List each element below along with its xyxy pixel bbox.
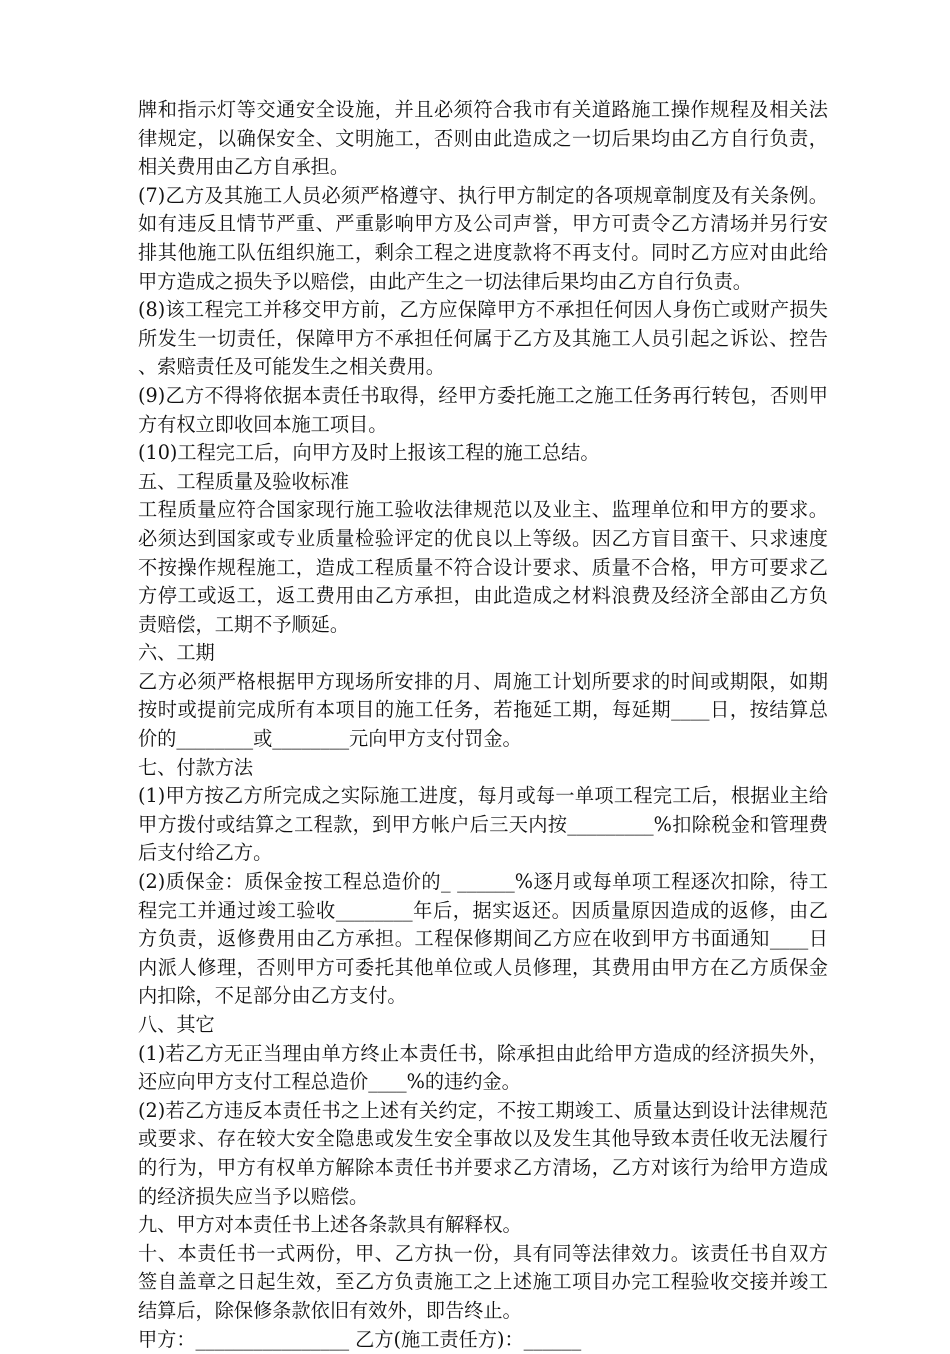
clause-10-summary: (10)工程完工后，向甲方及时上报该工程的施工总结。	[138, 441, 600, 465]
clause-8-liability: (8)该工程完工并移交甲方前，乙方应保障甲方不承担任何因人身伤亡或财产损失所发生一切责任，保障甲方不承担任何属于乙方及其施工人员引起之诉讼、控告、索赔责任及可能发生之相关费用。	[138, 298, 828, 379]
section-heading-copies-validity: 十、本责任书一式两份，甲、乙方执一份，具有同等法律效力。该责任书自双方签自盖章之日起生效，至乙方负责施工之上述施工项目办完工程验收交接并竣工结算后，除保修条款依旧有效外，即告终止。	[138, 1241, 828, 1322]
contract-document-body	[138, 96, 828, 1354]
clause-7-rules-compliance: (7)乙方及其施工人员必须严格遵守、执行甲方制定的各项规章制度及有关条例。如有违反且情节严重、严重影响甲方及公司声誉，甲方可责令乙方清场并另行安排其他施工队伍组织施工，剩余工程之进度款将不再支付。同时乙方应对由此给甲方造成之损失予以赔偿，由此产生之一切法律后果均由乙方自行负责。	[138, 183, 828, 293]
paragraph-traffic-safety: 牌和指示灯等交通安全设施，并且必须符合我市有关道路施工操作规程及相关法律规定，以确保安全、文明施工，否则由此造成之一切后果均由乙方自行负责，相关费用由乙方自承担。	[138, 98, 828, 179]
payment-clause-1: (1)甲方按乙方所完成之实际施工进度，每月或每一单项工程完工后，根据业主给甲方拨付或结算之工程款，到甲方帐户后三天内按_________%扣除税金和管理费后支付给乙方。	[138, 784, 828, 865]
paragraph-construction-period: 乙方必须严格根据甲方现场所安排的月、周施工计划所要求的时间或期限，如期按时或提前完成所有本项目的施工任务，若拖延工期，每延期____日，按结算总价的________或________元向甲方支付罚金。	[138, 669, 828, 751]
paragraph-quality-standard: 工程质量应符合国家现行施工验收法律规范以及业主、监理单位和甲方的要求。必须达到国家或专业质量检验评定的优良以上等级。因乙方盲目蛮干、只求速度不按操作规程施工，造成工程质量不符合设计要求、质量不合格，甲方可要求乙方停工或返工，返工费用由乙方承担，由此造成之材料浪费及经济全部由乙方负责赔偿，工期不予顺延。	[138, 498, 828, 636]
section-heading-other: 八、其它	[138, 1013, 215, 1036]
other-clause-1-termination: (1)若乙方无正当理由单方终止本责任书，除承担由此给甲方造成的经济损失外，还应向甲方支付工程总造价____%的违约金。	[138, 1041, 828, 1094]
payment-clause-2-warranty: (2)质保金：质保金按工程总造价的_ ______%逐月或每单项工程逐次扣除，待工程完工并通过竣工验收________年后，据实返还。因质量原因造成的返修，由乙方负责，返修费用由乙方承担。工程保修期间乙方应在收到甲方书面通知____日内派人修理，否则甲方可委托其他单位或人员修理，其费用由甲方在乙方质保金内扣除，不足部分由乙方支付。	[138, 870, 828, 1008]
section-heading-interpretation: 九、甲方对本责任书上述各条款具有解释权。	[138, 1213, 522, 1237]
signature-line: 甲方：________________ 乙方(施工责任方)：______	[138, 1327, 582, 1351]
section-heading-period: 六、工期	[138, 641, 215, 665]
other-clause-2-breach: (2)若乙方违反本责任书之上述有关约定，不按工期竣工、质量达到设计法律规范或要求、存在较大安全隐患或发生安全事故以及发生其他导致本责任收无法履行的行为，甲方有权单方解除本责任书并要求乙方清场，乙方对该行为给甲方造成的经济损失应当予以赔偿。	[138, 1098, 828, 1208]
section-heading-payment: 七、付款方法	[138, 755, 254, 779]
section-heading-quality: 五、工程质量及验收标准	[138, 469, 350, 493]
clause-9-no-subcontract: (9)乙方不得将依据本责任书取得，经甲方委托施工之施工任务再行转包，否则甲方有权立即收回本施工项目。	[138, 383, 828, 436]
